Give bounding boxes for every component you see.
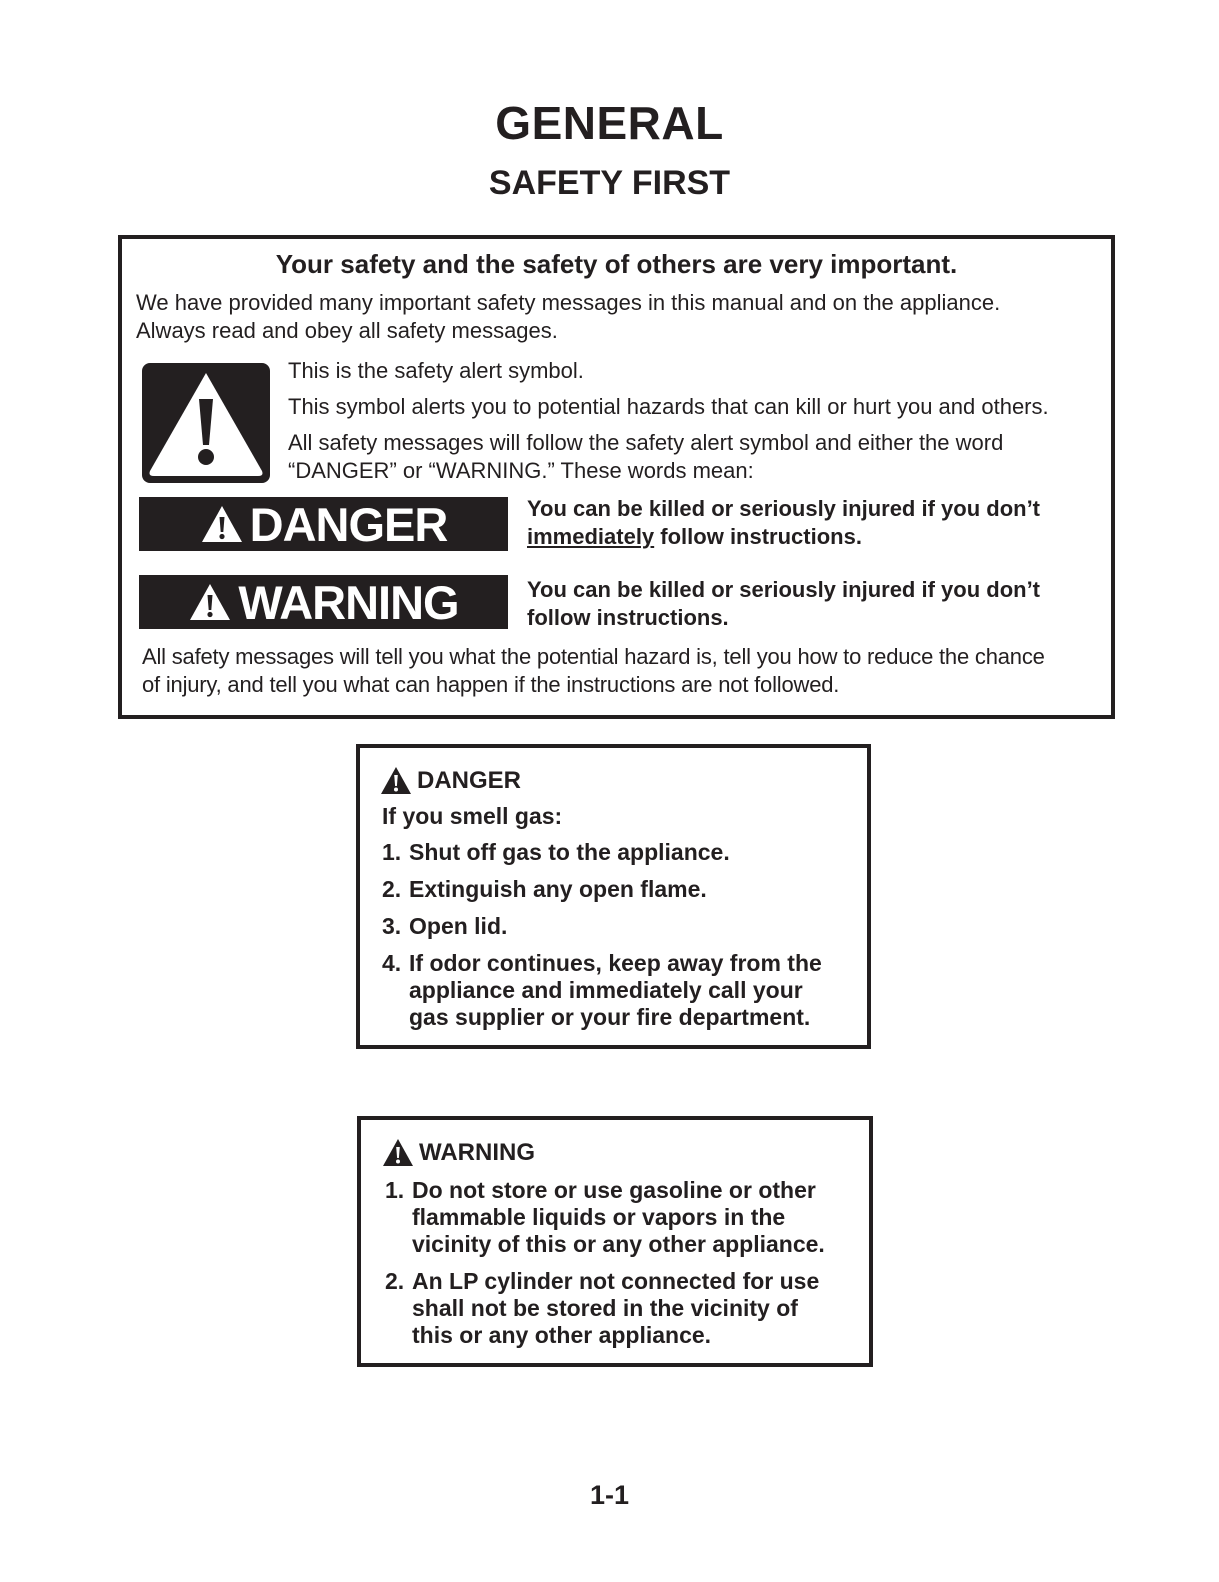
list-item-text: flammable liquids or vapors in the bbox=[412, 1204, 786, 1230]
list-item bbox=[382, 950, 852, 1031]
warning-banner-label: WARNING bbox=[238, 575, 459, 629]
gas-smell-danger-panel bbox=[356, 744, 871, 1049]
danger-panel-intro: If you smell gas: bbox=[382, 803, 563, 829]
list-item-number: 1. bbox=[385, 1177, 405, 1203]
danger-meaning-line-1: You can be killed or seriously injured if you don’t bbox=[527, 496, 1041, 521]
immediately-emphasis: immediately bbox=[527, 524, 655, 549]
safety-intro bbox=[136, 289, 1096, 345]
list-item bbox=[385, 1177, 855, 1258]
list-item-text: gas supplier or your fire department. bbox=[409, 1004, 811, 1030]
closing-line-2: of injury, and tell you what can happen if the instructions are not followed. bbox=[142, 672, 840, 697]
safety-closing bbox=[142, 643, 1102, 699]
danger-meaning-end: follow instructions. bbox=[660, 524, 862, 549]
danger-banner bbox=[139, 497, 508, 551]
intro-line-1: We have provided many important safety messages in this manual and on the appliance. bbox=[136, 290, 1001, 315]
list-item-text: appliance and immediately call your bbox=[409, 977, 803, 1003]
list-item-number: 4. bbox=[382, 950, 402, 976]
danger-meaning bbox=[527, 495, 1099, 551]
list-item-number: 1. bbox=[382, 839, 402, 865]
warning-panel-title: WARNING bbox=[419, 1138, 535, 1166]
warning-meaning-line-1: You can be killed or seriously injured if you don’t bbox=[527, 577, 1041, 602]
list-item-text: If odor continues, keep away from the bbox=[409, 950, 822, 976]
danger-panel-title: DANGER bbox=[417, 766, 522, 794]
list-item bbox=[382, 876, 852, 903]
safety-information-box bbox=[118, 235, 1115, 719]
safety-alert-symbol-icon bbox=[142, 363, 270, 483]
symbol-line-3 bbox=[288, 429, 1098, 485]
symbol-line-3b: “DANGER” or “WARNING.” These words mean: bbox=[288, 458, 754, 483]
intro-line-2: Always read and obey all safety messages. bbox=[136, 318, 558, 343]
list-item-number: 2. bbox=[385, 1268, 405, 1294]
warning-meaning bbox=[527, 576, 1099, 632]
list-item bbox=[385, 1268, 855, 1349]
list-item-text: Shut off gas to the appliance. bbox=[409, 839, 730, 865]
symbol-line-1: This is the safety alert symbol. bbox=[288, 358, 584, 383]
list-item-number: 3. bbox=[382, 913, 402, 939]
danger-meaning-line-2 bbox=[527, 523, 1099, 551]
page-number: 1-1 bbox=[589, 1480, 630, 1510]
warning-triangle-icon bbox=[382, 1138, 414, 1167]
danger-panel-header bbox=[380, 766, 521, 795]
list-item-text: Extinguish any open flame. bbox=[409, 876, 707, 902]
list-item-number: 2. bbox=[382, 876, 402, 902]
list-item bbox=[382, 839, 852, 866]
list-item-text: An LP cylinder not connected for use bbox=[412, 1268, 820, 1294]
warning-meaning-line-2: follow instructions. bbox=[527, 605, 729, 630]
warning-triangle-icon bbox=[380, 766, 412, 795]
symbol-line-2: This symbol alerts you to potential hazards that can kill or hurt you and others. bbox=[288, 394, 1049, 419]
list-item bbox=[382, 913, 852, 940]
safety-box-heading: Your safety and the safety of others are very important. bbox=[275, 249, 958, 279]
page-subtitle: SAFETY FIRST bbox=[488, 164, 731, 202]
list-item-text: vicinity of this or any other appliance. bbox=[412, 1231, 825, 1257]
list-item-text: this or any other appliance. bbox=[412, 1322, 712, 1348]
warning-banner bbox=[139, 575, 508, 629]
fuel-storage-warning-panel bbox=[357, 1116, 873, 1367]
symbol-line-3a: All safety messages will follow the safety alert symbol and either the word bbox=[288, 430, 1004, 455]
page-title: GENERAL bbox=[495, 97, 724, 149]
list-item-text: Open lid. bbox=[409, 913, 508, 939]
warning-triangle-icon bbox=[200, 504, 244, 544]
list-item-text: Do not store or use gasoline or other bbox=[412, 1177, 816, 1203]
closing-line-1: All safety messages will tell you what the potential hazard is, tell you how to reduce the chance bbox=[142, 644, 1045, 669]
list-item-text: shall not be stored in the vicinity of bbox=[412, 1295, 798, 1321]
danger-banner-label: DANGER bbox=[249, 497, 448, 551]
warning-panel-header bbox=[382, 1138, 535, 1167]
warning-triangle-icon bbox=[188, 582, 232, 622]
